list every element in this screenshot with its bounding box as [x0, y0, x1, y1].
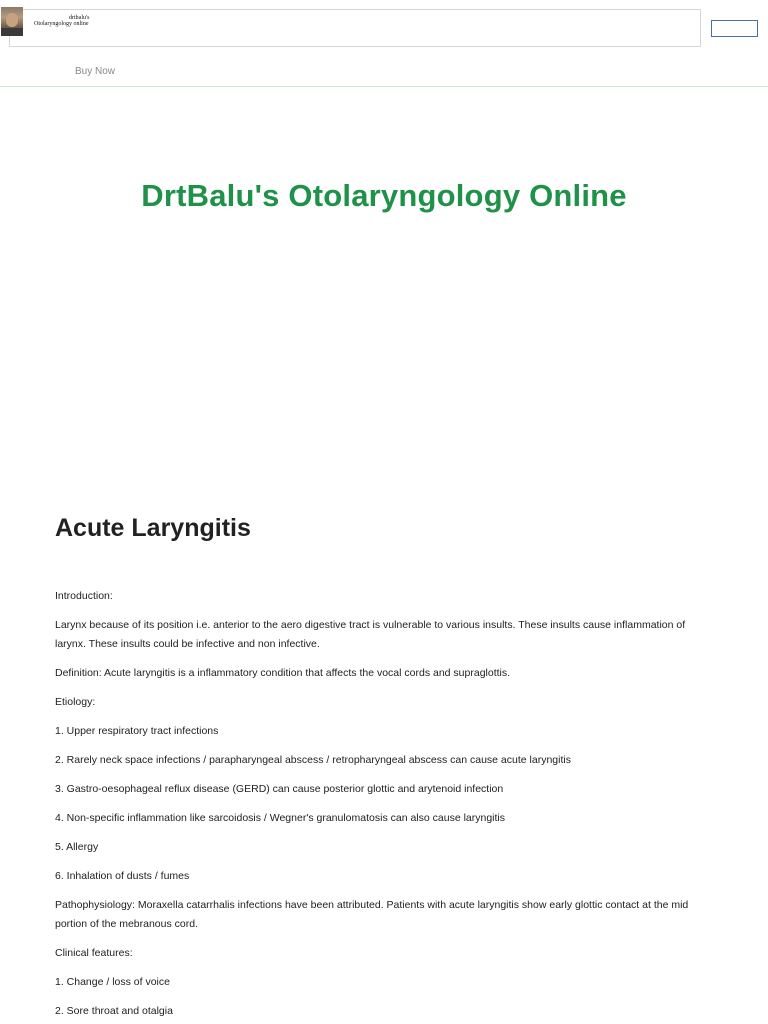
- post-body: [55, 587, 715, 1024]
- avatar-face: [6, 13, 18, 27]
- list-item: 2. Sore throat and otalgia: [55, 1005, 173, 1017]
- author-avatar[interactable]: [1, 7, 23, 36]
- paragraph: Definition: Acute laryngitis is a inflammatory condition that affects the vocal cords and supraglottis.: [55, 667, 511, 679]
- post-title: Acute Laryngitis: [55, 514, 251, 542]
- list-item: 1. Upper respiratory tract infections: [55, 725, 219, 737]
- logo-line-2[interactable]: Otolaryngology online: [34, 21, 89, 27]
- list-item: 1. Change / loss of voice: [55, 976, 170, 988]
- logo-line-1[interactable]: drtbalu's: [69, 15, 90, 21]
- search-input[interactable]: [711, 20, 758, 37]
- buy-now-link[interactable]: Buy Now: [75, 66, 116, 77]
- paragraph: Clinical features:: [55, 947, 133, 959]
- header-divider: [0, 86, 768, 87]
- list-item: 3. Gastro-oesophageal reflux disease (GERD) can cause posterior glottic and arytenoid infection: [55, 783, 504, 795]
- site-title[interactable]: DrtBalu's Otolaryngology Online: [141, 178, 627, 213]
- paragraph: Pathophysiology: Moraxella catarrhalis infections have been attributed. Patients with acute laryngitis show early glottic contact at the mid portion of the mebranous cord.: [55, 899, 689, 930]
- avatar-shirt: [1, 28, 23, 36]
- paragraph: Introduction:: [55, 590, 113, 602]
- list-item: 6. Inhalation of dusts / fumes: [55, 870, 190, 882]
- list-item: 2. Rarely neck space infections / parapharyngeal abscess / retropharyngeal abscess can cause acute laryngitis: [55, 754, 571, 766]
- paragraph: Larynx because of its position i.e. anterior to the aero digestive tract is vulnerable to various insults. These insults cause inflammation of larynx. These insults could be infective and non infective.: [55, 619, 686, 650]
- list-item: 5. Allergy: [55, 841, 99, 853]
- list-item: 4. Non-specific inflammation like sarcoidosis / Wegner's granulomatosis can also cause laryngitis: [55, 812, 506, 824]
- header-banner[interactable]: [9, 9, 701, 47]
- paragraph: Etiology:: [55, 696, 96, 708]
